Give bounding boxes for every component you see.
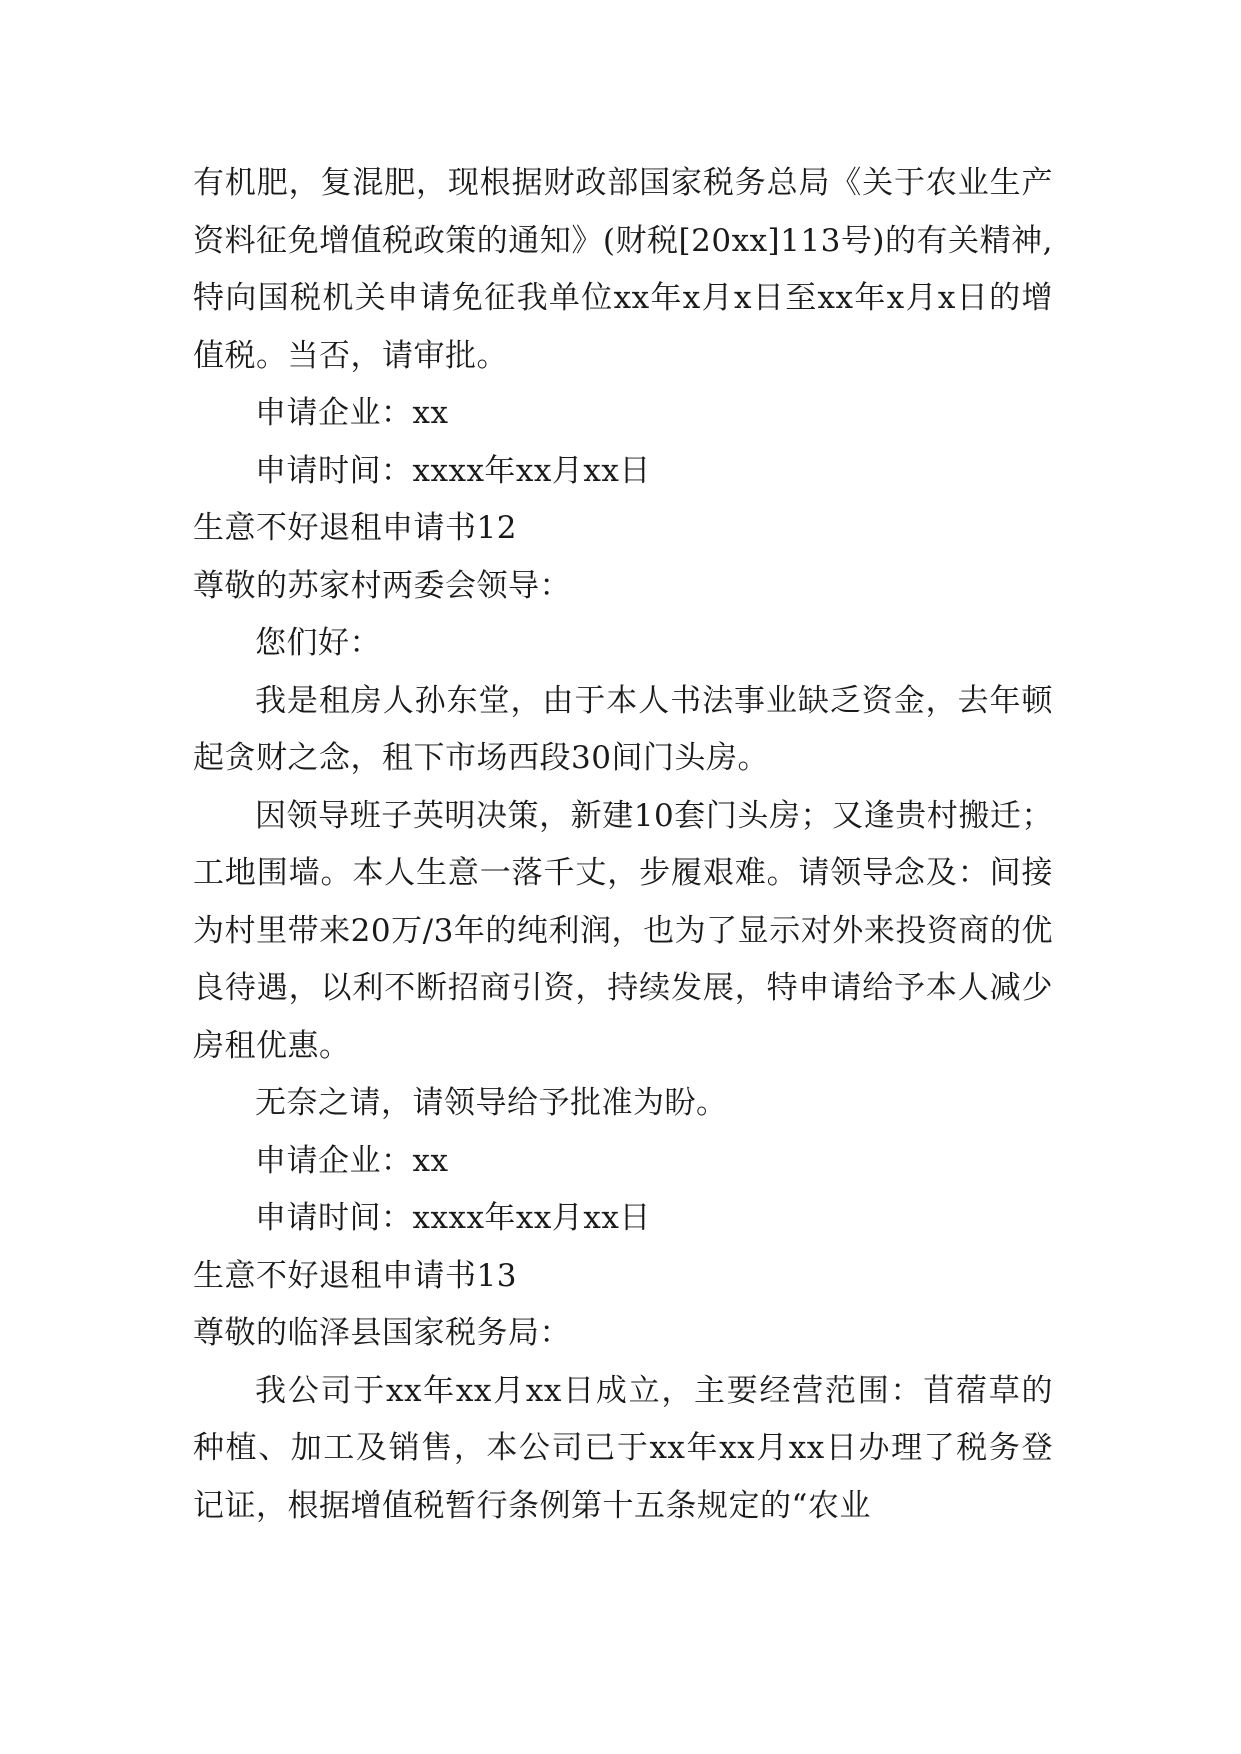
applicant-company-line: 申请企业：xx (255, 1142, 449, 1179)
applicant-company-line: 申请企业：xx (255, 395, 449, 431)
paragraph-tax-exemption-request: 有机肥，复混肥，现根据财政部国家税务总局《关于农业生产资料征免增值税政策的通知》(财税[20xx]113号)的有关精神,特向国税机关申请免征我单位xx年x月x日至xx年x月x日的增值税。当否，请审批。 (193, 165, 1053, 374)
paragraph-business-decline: 因领导班子英明决策，新建10套门头房；又逢贵村搬迁；工地围墙。本人生意一落千丈，步履艰难。请领导念及：间接为村里带来20万/3年的纯利润，也为了显示对外来投资商的优良待遇，以利不断招商引资，持续发展，特申请给予本人减少房租优惠。 (193, 797, 1053, 1064)
salutation-tax-bureau: 尊敬的临泽县国家税务局： (193, 1315, 571, 1351)
document-body (193, 155, 1053, 1535)
paragraph-company-intro: 我公司于xx年xx月xx日成立，主要经营范围：苜蓿草的种植、加工及销售，本公司已于xx年xx月xx日办理了税务登记证，根据增值税暂行条例第十五条规定的“农业 (193, 1372, 1053, 1524)
paragraph-request-approval: 无奈之请，请领导给予批准为盼。 (255, 1085, 728, 1121)
application-date-line: 申请时间：xxxx年xx月xx日 (255, 452, 651, 489)
greeting-line: 您们好： (255, 625, 381, 661)
application-date-line: 申请时间：xxxx年xx月xx日 (255, 1200, 651, 1236)
salutation-village-committee: 尊敬的苏家村两委会领导： (193, 567, 571, 604)
section-heading-13: 生意不好退租申请书13 (193, 1257, 517, 1294)
section-heading-12: 生意不好退租申请书12 (193, 510, 517, 546)
paragraph-tenant-intro: 我是租房人孙东堂，由于本人书法事业缺乏资金，去年顿起贪财之念，租下市场西段30间门头房。 (193, 682, 1053, 776)
